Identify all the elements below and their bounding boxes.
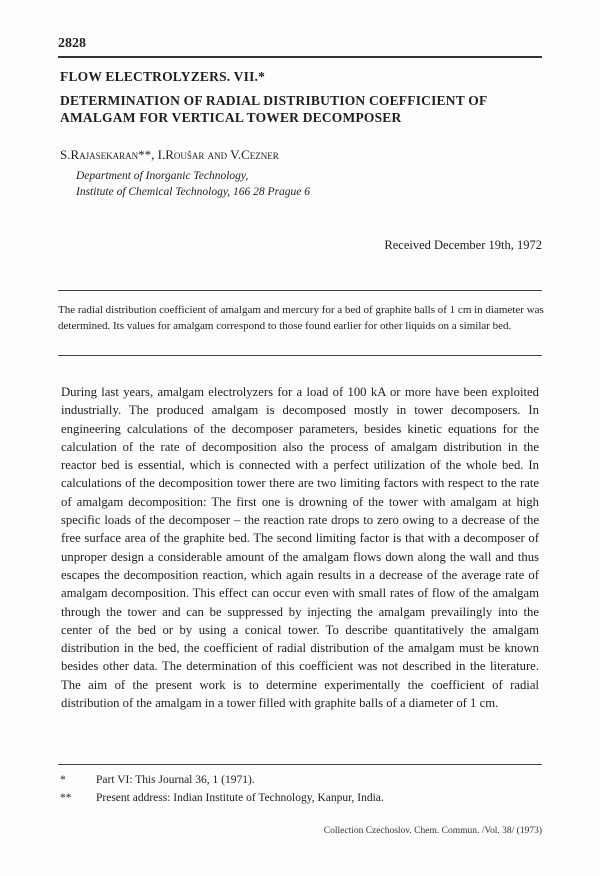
journal-footer: Collection Czechoslov. Chem. Commun. /Vol. 38/ (1973): [323, 826, 542, 836]
header-rule: [58, 56, 542, 58]
authors: S.Rajasekaran**, I.Roušar and V.Cezner: [60, 147, 279, 162]
footnote-text: Present address: Indian Institute of Technology, Kanpur, India.: [96, 792, 384, 804]
abstract-bottom-rule: [58, 355, 542, 356]
article-title: DETERMINATION OF RADIAL DISTRIBUTION COEFFICIENT OF AMALGAM FOR VERTICAL TOWER DECOMPOSER: [60, 93, 487, 125]
footnote-2: [60, 789, 540, 807]
abstract-top-rule: [58, 290, 542, 291]
abstract: The radial distribution coefficient of amalgam and mercury for a bed of graphite balls of 1 cm in diameter was determined. Its values for amalgam correspond to those found earlier for other liquids on a similar bed.: [58, 304, 544, 332]
affiliation-line-2: Institute of Chemical Technology, 166 28 Prague 6: [76, 186, 311, 198]
affiliation-line-1: Department of Inorganic Technology,: [76, 170, 249, 182]
page-number: 2828: [58, 36, 86, 51]
affiliation: [76, 168, 310, 200]
body-paragraph: During last years, amalgam electrolyzers for a load of 100 kA or more have been exploited industrially. The produced amalgam is decomposed mostly in tower decomposers. In engineering calculations of the decomposer parameters, besides kinetic equations for the calculation of the rate of decomposition also the process of amalgam distribution in the reactor bed is essential, which is connected with a perfect utilization of the whole bed. In calculations of the decomposition tower there are two limiting factors with respect to the rate of amalgam decomposition: The first one is drowning of the tower with amalgam at high specific loads of the decomposer – the reaction rate drops to zero owing to a decrease of the free surface area of the graphite bed. The second limiting factor is that with a decomposer of unproper design a considerable amount of the amalgam flows down along the wall and thus escapes the decomposition reaction, which again results in a decrease of the average rate of amalgam decomposition. This effect can occur even with small rates of flow of the amalgam through the tower and can be suppressed by injecting the amalgam prevailingly into the center of the bed or by using a conical tower. To describe quantitatively the amalgam distribution in the bed, the coefficient of radial distribution of the amalgam must be known besides other data. The determination of this coefficient was not described in the literature. The aim of the present work is to determine experimentally the coefficient of radial distribution of the amalgam in a tower filled with graphite balls of a diameter of 1 cm.: [61, 385, 539, 711]
footnote-mark: *: [60, 774, 66, 786]
footnote-mark: **: [60, 792, 72, 804]
footnote-text: Part VI: This Journal 36, 1 (1971).: [96, 774, 255, 786]
received-date: Received December 19th, 1972: [384, 238, 542, 252]
footnote-1: [60, 771, 540, 789]
footnote-rule: [58, 764, 542, 765]
series-title: FLOW ELECTROLYZERS. VII.*: [60, 69, 266, 84]
footnotes: [60, 771, 540, 807]
